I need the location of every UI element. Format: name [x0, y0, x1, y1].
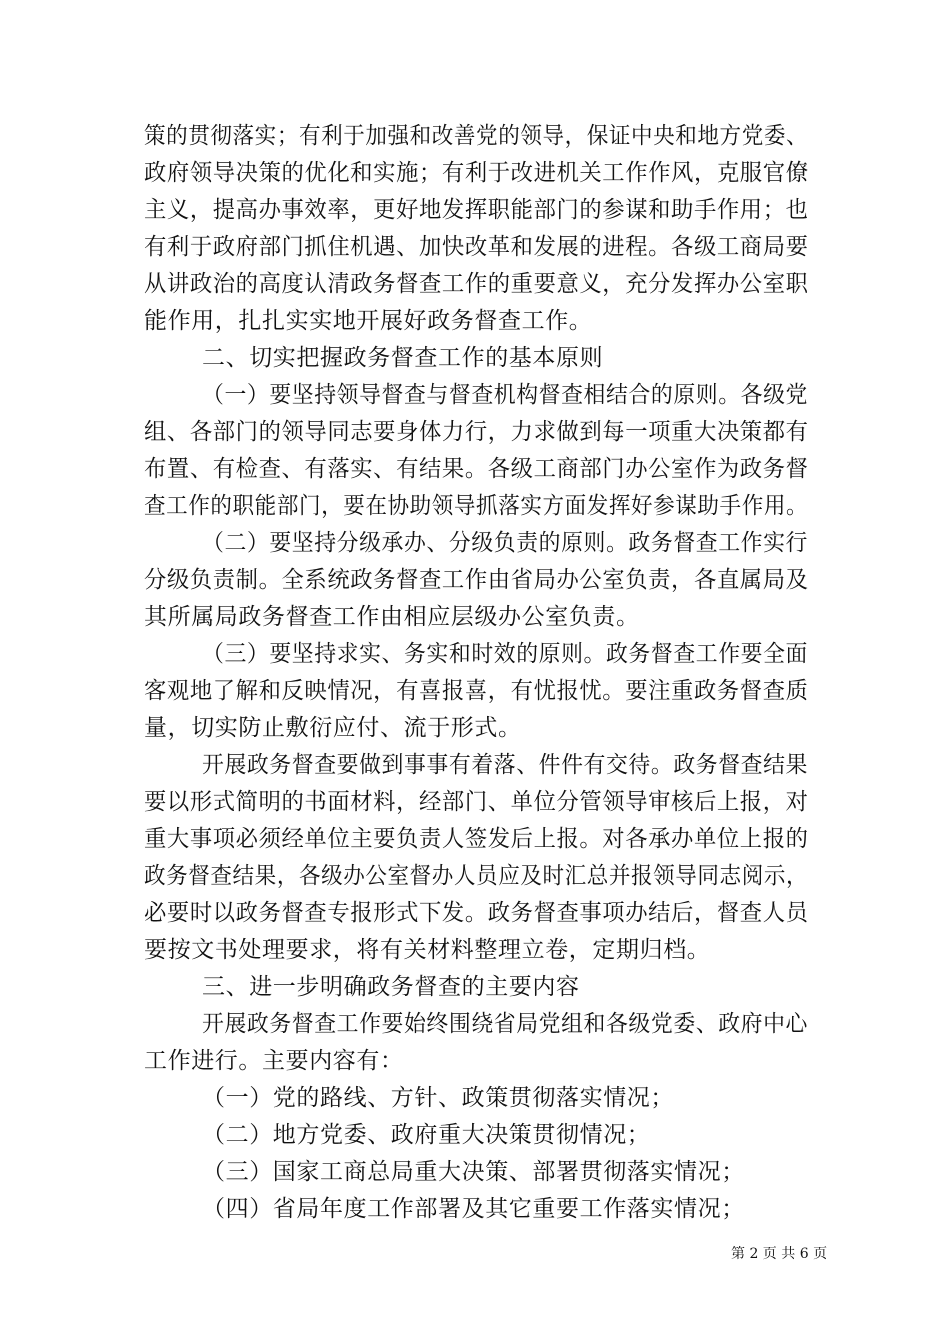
text-line: 要按文书处理要求，将有关材料整理立卷，定期归档。: [144, 937, 711, 963]
text-line: （一）要坚持领导督查与督查机构督查相结合的原则。各级党: [202, 382, 808, 408]
text-line: 组、各部门的领导同志要身体力行，力求做到每一项重大决策都有: [144, 419, 809, 445]
text-line: 策的贯彻落实；有利于加强和改善党的领导，保证中央和地方党委、: [144, 123, 809, 149]
text-line: 能作用，扎扎实实地开展好政务督查工作。: [144, 308, 593, 334]
list-item: （三）国家工商总局重大决策、部署贯彻落实情况；: [202, 1159, 745, 1185]
section-heading: 二、切实把握政务督查工作的基本原则: [202, 345, 604, 371]
text-line: 客观地了解和反映情况，有喜报喜，有忧报忧。要注重政务督查质: [144, 678, 809, 704]
list-item: （一）党的路线、方针、政策贯彻落实情况；: [202, 1085, 674, 1111]
text-line: （三）要坚持求实、务实和时效的原则。政务督查工作要全面: [202, 641, 808, 667]
text-line: 主义，提高办事效率，更好地发挥职能部门的参谋和助手作用；也: [144, 197, 809, 223]
text-line: 开展政务督查工作要始终围绕省局党组和各级党委、政府中心: [202, 1011, 808, 1037]
section-heading: 三、进一步明确政务督查的主要内容: [202, 974, 580, 1000]
text-line: 政务督查结果，各级办公室督办人员应及时汇总并报领导同志阅示，: [144, 863, 809, 889]
text-line: 从讲政治的高度认清政务督查工作的重要意义，充分发挥办公室职: [144, 271, 809, 297]
text-line: 查工作的职能部门，要在协助领导抓落实方面发挥好参谋助手作用。: [144, 493, 809, 519]
text-line: 布置、有检查、有落实、有结果。各级工商部门办公室作为政务督: [144, 456, 809, 482]
page-indicator: 第 2 页 共 6 页: [731, 1246, 828, 1262]
text-line: 其所属局政务督查工作由相应层级办公室负责。: [144, 604, 640, 630]
text-line: 政府领导决策的优化和实施；有利于改进机关工作作风，克服官僚: [144, 160, 809, 186]
text-line: 开展政务督查要做到事事有着落、件件有交待。政务督查结果: [202, 752, 808, 778]
text-line: 有利于政府部门抓住机遇、加快改革和发展的进程。各级工商局要: [144, 234, 809, 260]
text-line: 工作进行。主要内容有：: [144, 1048, 404, 1074]
list-item: （二）地方党委、政府重大决策贯彻情况；: [202, 1122, 651, 1148]
text-line: 量，切实防止敷衍应付、流于形式。: [144, 715, 522, 741]
text-line: 必要时以政务督查专报形式下发。政务督查事项办结后，督查人员: [144, 900, 809, 926]
text-line: 分级负责制。全系统政务督查工作由省局办公室负责，各直属局及: [144, 567, 809, 593]
text-line: （二）要坚持分级承办、分级负责的原则。政务督查工作实行: [202, 530, 808, 556]
text-line: 要以形式简明的书面材料，经部门、单位分管领导审核后上报，对: [144, 789, 809, 815]
list-item: （四）省局年度工作部署及其它重要工作落实情况；: [202, 1196, 745, 1222]
text-line: 重大事项必须经单位主要负责人签发后上报。对各承办单位上报的: [144, 826, 809, 852]
